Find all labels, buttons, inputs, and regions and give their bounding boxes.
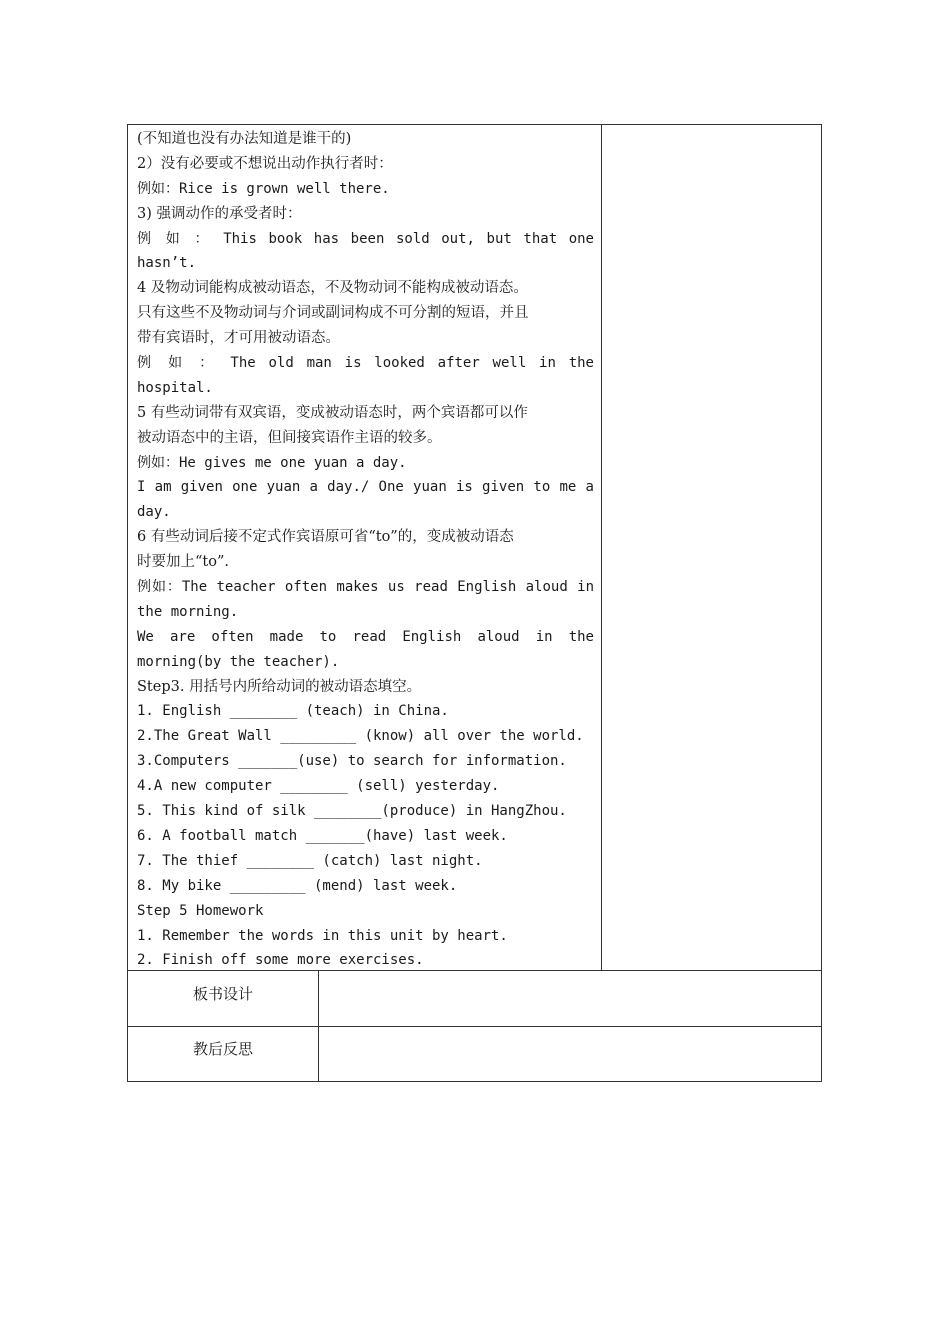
text-line: 6 有些动词后接不定式作宾语原可省“to”的，变成被动语态 (137, 529, 514, 546)
text-line: 只有这些不及物动词与介词或副词构成不可分割的短语，并且 (137, 305, 529, 322)
text-line: 带有宾语时，才可用被动语态。 (137, 330, 340, 347)
reflection-label: 教后反思 (128, 1026, 319, 1081)
reflection-row (127, 1026, 822, 1082)
text-line: hasn’t. (137, 255, 197, 272)
text-line: We are often made to read English aloud in the (137, 628, 594, 645)
text-line: 例 如 ： This book has been sold out, but that one (137, 230, 594, 247)
text-line: 2）没有必要或不想说出动作执行者时： (137, 155, 393, 172)
text-line: 3) 强调动作的承受者时： (137, 205, 302, 222)
exercise-line: 8. My bike _________ (mend) last week. (137, 877, 458, 894)
exercise-line: 4.A new computer ________ (sell) yesterday. (137, 778, 500, 795)
text-line: morning(by the teacher). (137, 653, 340, 670)
text-line: Step 5 Homework (137, 902, 264, 919)
text-line: Step3. 用括号内所给动词的被动语态填空。 (137, 678, 422, 695)
exercise-line: 5. This kind of silk ________(produce) in HangZhou. (137, 803, 567, 820)
text-line: 例如：Rice is grown well there. (137, 180, 390, 197)
text-line: 4 及物动词能构成被动语态，不及物动词不能构成被动语态。 (137, 280, 528, 297)
board-design-label: 板书设计 (128, 971, 319, 1026)
text-line: hospital. (137, 379, 213, 396)
text-line: 时要加上“to”. (137, 554, 229, 571)
reflection-value (319, 1026, 821, 1081)
lesson-content-cell (128, 125, 602, 970)
exercise-line: 6. A football match _______(have) last week. (137, 827, 508, 844)
exercise-line: 3.Computers _______(use) to search for information. (137, 753, 567, 770)
text-line: 例如：He gives me one yuan a day. (137, 454, 407, 471)
text-line: (不知道也没有办法知道是谁干的) (137, 131, 352, 147)
homework-line: 2. Finish off some more exercises. (137, 952, 424, 969)
lesson-lines (137, 127, 594, 973)
text-line: day. (137, 504, 171, 521)
lesson-content-table (127, 124, 822, 971)
exercise-line: 7. The thief ________ (catch) last night. (137, 852, 483, 869)
text-line: I am given one yuan a day./ One yuan is given to me a (137, 479, 594, 496)
text-line: the morning. (137, 603, 239, 620)
board-design-row (127, 971, 822, 1027)
exercise-line: 2.The Great Wall _________ (know) all over the world. (137, 728, 584, 745)
text-line: 5 有些动词带有双宾语，变成被动语态时，两个宾语都可以作 (137, 404, 528, 421)
notes-cell (602, 125, 821, 970)
board-design-value (319, 971, 821, 1026)
exercise-line: 1. English ________ (teach) in China. (137, 703, 449, 720)
text-line: 例如：The teacher often makes us read English aloud in (137, 579, 594, 596)
homework-line: 1. Remember the words in this unit by heart. (137, 927, 508, 944)
text-line: 例 如 ： The old man is looked after well in the (137, 355, 594, 372)
text-line: 被动语态中的主语，但间接宾语作主语的较多。 (137, 429, 442, 446)
